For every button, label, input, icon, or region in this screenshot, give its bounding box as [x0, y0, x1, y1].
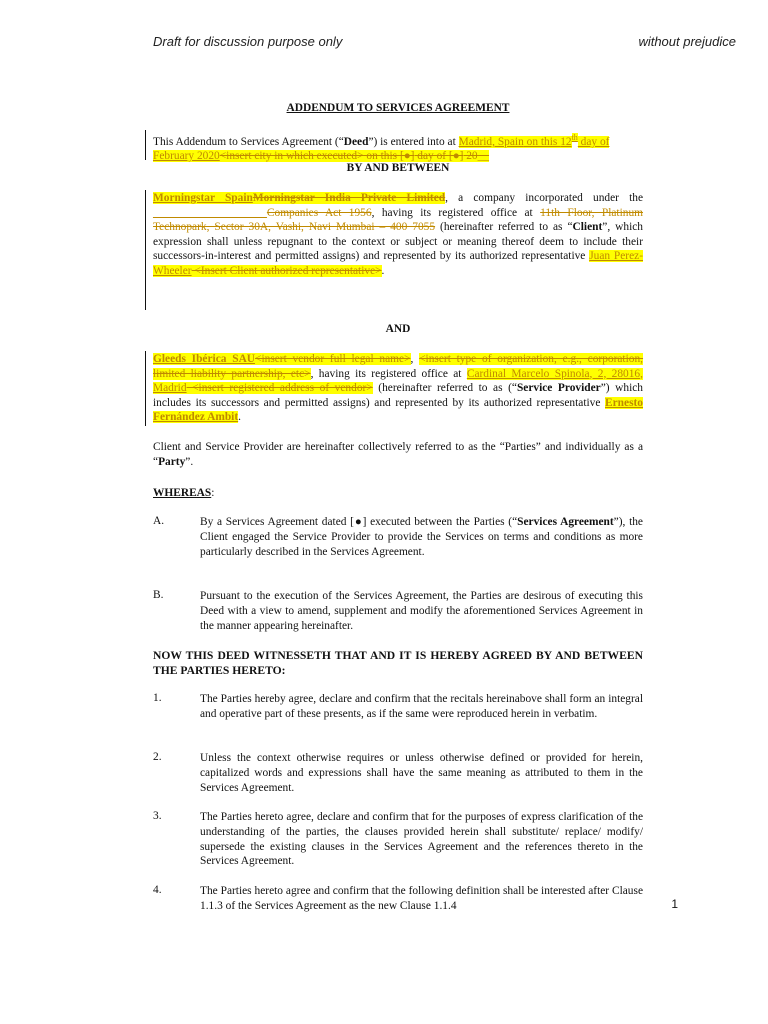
change-bar — [145, 351, 146, 426]
client-paragraph: Morningstar SpainMorningstar India Private Limited, a company incorporated under the ____________________Companies Act 1956, having its registered office at 11th Floor, Platinum Technopark, Sector 30A, Vashi, Navi Mumbai – 400 7055 (hereinafter referred to as “Client”, which expression shall unless repugnant to the context or subject or meaning thereof deem to include their successors-in-interest and permitted assigns) and represented by its authorized representative Juan Perez-Wheeler <Insert Client authorized representative>. — [153, 192, 644, 277]
change-bar — [145, 130, 146, 160]
by-and-between-heading: BY AND BETWEEN — [346, 162, 450, 174]
intro-paragraph: This Addendum to Services Agreement (“Deed”) is entered into at Madrid, Spain on this 12th day of February 2020<insert city in which executed> on this [●] day of [●] 20__ — [153, 133, 610, 163]
page-number: 1 — [671, 897, 678, 911]
clause-text: The Parties hereto agree and confirm that the following definition shall be interested after Clause 1.1.3 of the Services Agreement as the new Clause 1.1.4 — [200, 885, 643, 912]
and-heading: AND — [385, 323, 411, 335]
vendor-paragraph: Gleeds Ibérica SAU<insert vendor full legal name>, <insert type of organization, e.g., corporation, limited liability partnership, etc>, having its registered office at Cardinal Marcelo Spinola, 2, 28016, Madrid <insert registered address of vendor> (hereinafter referred to as (“Service Provider”) which includes its successors and permitted assigns) and represented by its authorized representative Ernesto Fernández Ambit. — [153, 353, 644, 423]
clause-number: 4. — [153, 884, 162, 896]
whereas-heading: WHEREAS: — [153, 487, 215, 499]
clause-number: 2. — [153, 751, 162, 763]
parties-paragraph: Client and Service Provider are hereinafter collectively referred to as the “Parties” and individually as a “Party”. — [153, 441, 643, 468]
recital-text: Pursuant to the execution of the Services Agreement, the Parties are desirous of executing this Deed with a view to amend, supplement and modify the aforementioned Services Agreement in the manner appearing hereinafter. — [200, 590, 643, 632]
clause-text: Unless the context otherwise requires or unless otherwise defined or provided for herein, capitalized words and expressions shall have the same meaning as attributed to them in the Services Agreement. — [200, 752, 643, 794]
clause-text: The Parties hereby agree, declare and confirm that the recitals hereinabove shall form an integral and operative part of these presents, as if the same were reproduced herein in verbatim. — [200, 693, 643, 720]
header-right: without prejudice — [638, 34, 736, 49]
clause-number: 1. — [153, 692, 162, 704]
recital-text: By a Services Agreement dated [●] executed between the Parties (“Services Agreement”), the Client engaged the Service Provider to provide the Services on terms and conditions as more particularly described in the Services Agreement. — [200, 516, 643, 558]
clause-text: The Parties hereto agree, declare and confirm that for the purposes of express clarification of the understanding of the parties, the clauses provided herein shall substitute/ replace/ modify/ supersede the existing clauses in the Services Agreement and the references thereto in the Services Agreement. — [200, 811, 643, 868]
recital-number: B. — [153, 589, 164, 601]
witnesseth-heading: NOW THIS DEED WITNESSETH THAT AND IT IS HEREBY AGREED BY AND BETWEEN THE PARTIES HERETO: — [153, 649, 643, 677]
clause-number: 3. — [153, 810, 162, 822]
document-title: ADDENDUM TO SERVICES AGREEMENT — [286, 102, 510, 114]
change-bar — [145, 190, 146, 310]
recital-number: A. — [153, 515, 165, 527]
header-left: Draft for discussion purpose only — [153, 34, 343, 49]
